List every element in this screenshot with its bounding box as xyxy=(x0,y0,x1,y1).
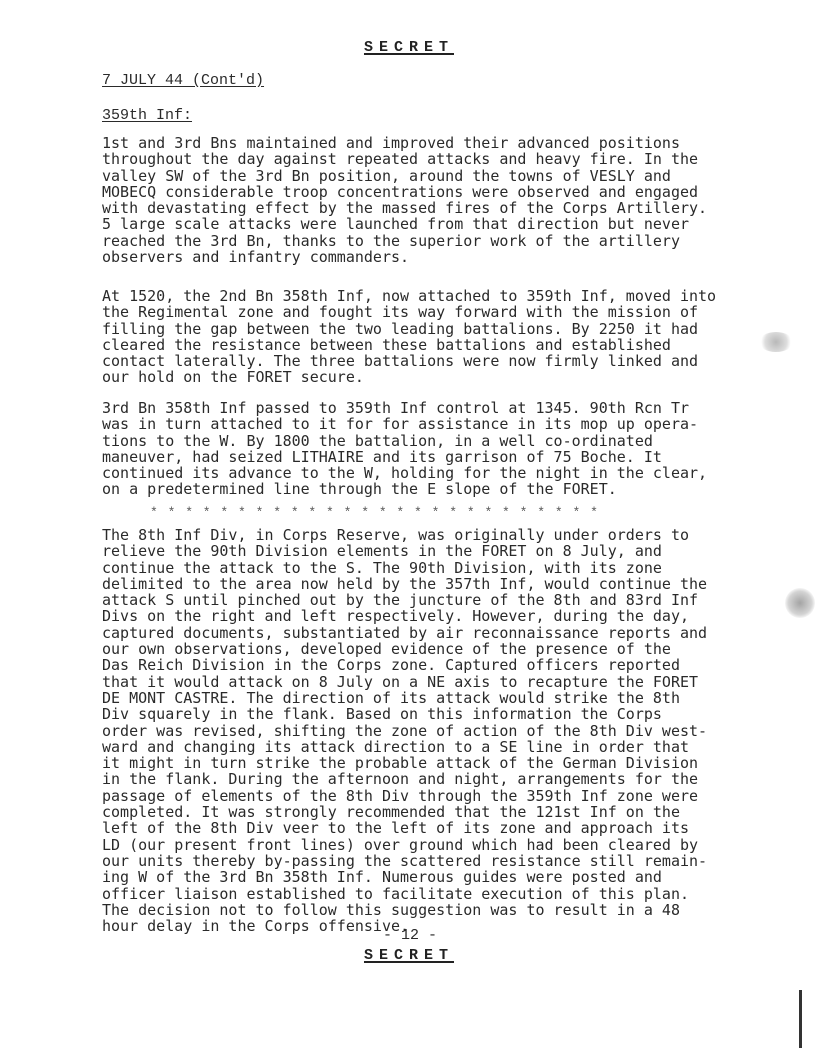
page-number: - 12 - xyxy=(383,927,438,944)
scan-edge-mark xyxy=(799,990,802,1048)
secret-stamp-bottom: SECRET xyxy=(363,947,454,964)
paragraph-3: 3rd Bn 358th Inf passed to 359th Inf control at 1345. 90th Rcn Tr was in turn attached to it for for assistance in its mop up opera- tions to the W. By 1800 the battalion, in a well co-ordinated maneuver, had seized LITHAIRE and its garrison of 75 Boche. It continued its advance to the W, holding for the night in the clear, on a predetermined line through the E slope of the FORET. xyxy=(102,399,708,499)
date-heading: 7 JULY 44 (Cont'd) xyxy=(102,72,265,89)
section-separator: * * * * * * * * * * * * * * * * * * * * * * * * * * xyxy=(150,505,599,520)
ink-smudge xyxy=(759,332,793,352)
paragraph-1: 1st and 3rd Bns maintained and improved their advanced positions throughout the day against repeated attacks and heavy fire. In the valley SW of the 3rd Bn position, around the towns of VESLY and MOBECQ considerable troop concentrations were observed and engaged with devastating effect by the massed fires of the Corps Artillery. 5 large scale attacks were launched from that direction but never reached the 3rd Bn, thanks to the superior work of the artillery observers and infantry commanders. xyxy=(102,134,708,267)
secret-stamp-top: SECRET xyxy=(363,39,454,56)
paragraph-4: The 8th Inf Div, in Corps Reserve, was originally under orders to relieve the 90th Division elements in the FORET on 8 July, and continue the attack to the S. The 90th Division, with its zone delimited to the area now held by the 357th Inf, would continue the attack S until pinched out by the juncture of the 8th and 83rd Inf Divs on the right and left respectively. However, during the day, captured documents, substantiated by air reconnaissance reports and our own observations, developed evidence of the presence of the Das Reich Division in the Corps zone. Captured officers reported that it would attack on 8 July on a NE axis to recapture the FORET DE MONT CASTRE. The direction of its attack would strike the 8th Div squarely in the flank. Based on this information the Corps order was revised, shifting the zone of action of the 8th Div west- ward and changing its attack direction to a SE line in order that it might in turn strike the probable attack of the German Division in the flank. During the afternoon and night, arrangements for the passage of elements of the 8th Div through the 359th Inf zone were completed. It was strongly recommended that the 121st Inf on the left of the 8th Div veer to the left of its zone and approach its LD (our present front lines) over ground which had been cleared by our units thereby by-passing the scattered resistance still remain- ing W of the 3rd Bn 358th Inf. Numerous guides were posted and officer liaison established to facilitate execution of this plan. The decision not to follow this suggestion was to result in a 48 hour delay in the Corps offensive. xyxy=(102,526,708,936)
ink-smudge xyxy=(785,588,815,618)
unit-heading: 359th Inf: xyxy=(102,107,193,124)
paragraph-2: At 1520, the 2nd Bn 358th Inf, now attached to 359th Inf, moved into the Regimental zone and fought its way forward with the mission of filling the gap between the two leading battalions. By 2250 it had cleared the resistance between these battalions and established contact laterally. The three battalions were now firmly linked and our hold on the FORET secure. xyxy=(102,287,717,387)
